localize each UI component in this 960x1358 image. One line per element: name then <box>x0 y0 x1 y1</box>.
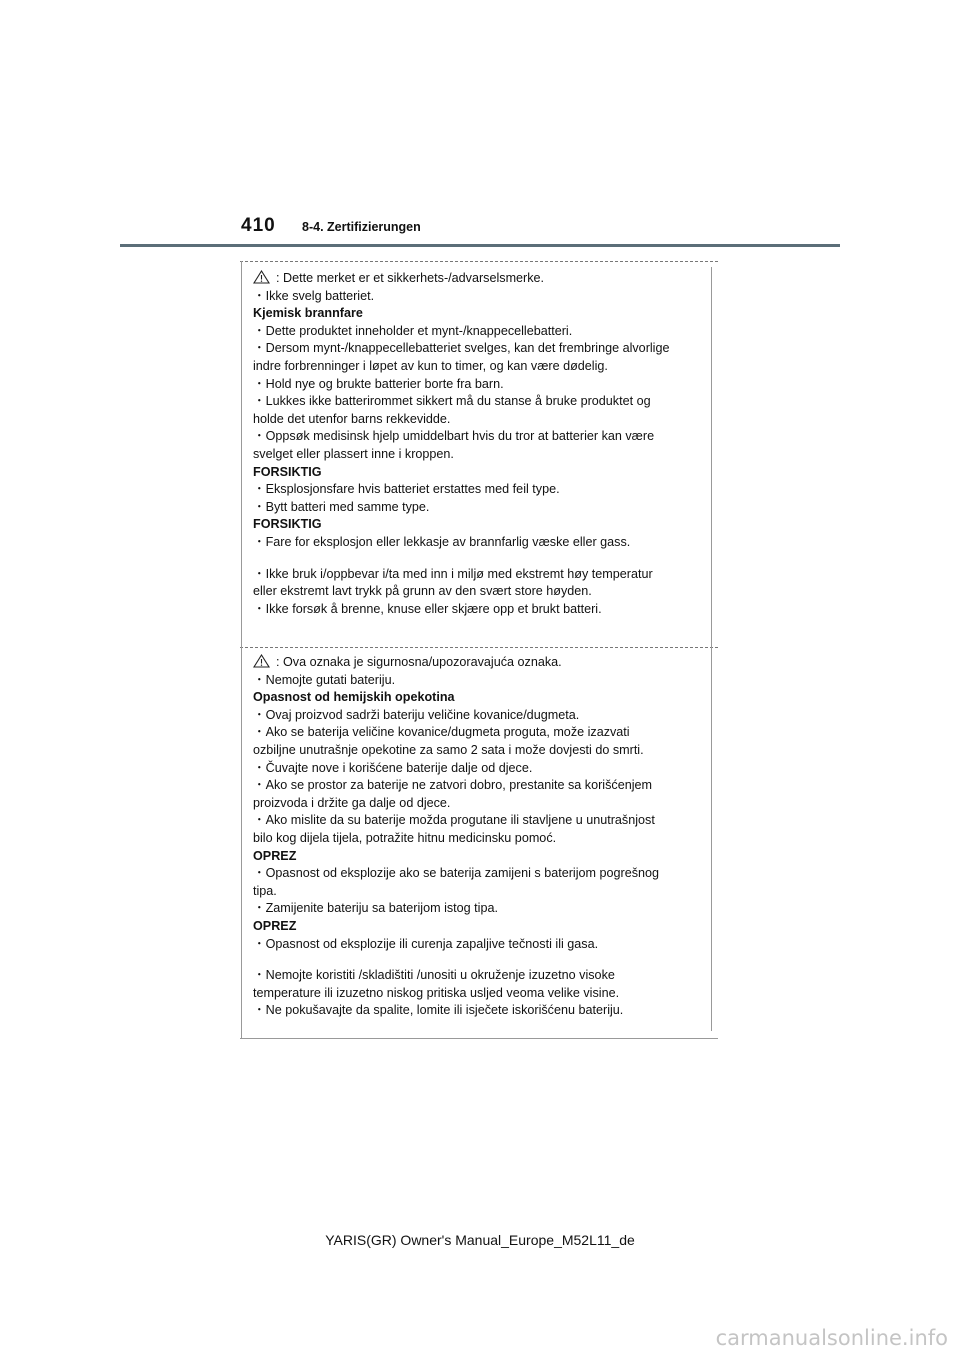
footer-manual-id: YARIS(GR) Owner's Manual_Europe_M52L11_de <box>325 1232 635 1248</box>
list-item: ・Dette produktet inneholder et mynt-/knappecellebatteri. <box>253 323 573 338</box>
caution-heading: OPREZ <box>253 918 297 933</box>
spacer <box>253 953 713 967</box>
list-item-continued: holde det utenfor barns rekkevidde. <box>253 411 451 426</box>
caution-heading: FORSIKTIG <box>253 464 322 479</box>
list-item-continued: eller ekstremt lavt trykk på grunn av den svært store høyden. <box>253 584 592 599</box>
list-item-continued: bilo kog dijela tijela, potražite hitnu medicinsku pomoć. <box>253 830 557 845</box>
list-item: ・Opasnost od eksplozije ili curenja zapaljive tečnosti ili gasa. <box>253 936 599 951</box>
list-item: ・Eksplosjonsfare hvis batteriet erstattes med feil type. <box>253 482 560 497</box>
list-item-continued: temperature ili izuzetno niskog pritiska usljed veoma velike visine. <box>253 985 620 1000</box>
list-item: ・Oppsøk medisinsk hjelp umiddelbart hvis du tror at batterier kan være <box>253 429 655 444</box>
norwegian-warning-section <box>253 270 713 618</box>
list-item: ・Nemojte gutati bateriju. <box>253 672 396 687</box>
caution-heading: FORSIKTIG <box>253 517 322 532</box>
list-item: ・Ako se prostor za baterije ne zatvori dobro, prestanite sa korišćenjem <box>253 778 652 793</box>
list-item: ・Lukkes ikke batterirommet sikkert må du stanse å bruke produktet og <box>253 394 651 409</box>
list-item: ・Bytt batteri med samme type. <box>253 499 430 514</box>
list-item: ・Ikke forsøk å brenne, knuse eller skjære opp et brukt batteri. <box>253 601 602 616</box>
list-item: ・Ikke svelg batteriet. <box>253 288 375 303</box>
list-item: ・Ako se baterija veličine kovanice/dugmeta proguta, može izazvati <box>253 725 630 740</box>
page-number: 410 <box>241 215 276 236</box>
list-item-continued: indre forbrenninger i løpet av kun to timer, og kan være dødelig. <box>253 358 608 373</box>
warning-symbol-text: : Ova oznaka je sigurnosna/upozoravajuća oznaka. <box>276 655 562 669</box>
list-item-continued: proizvoda i držite ga dalje od djece. <box>253 795 451 810</box>
caution-heading: OPREZ <box>253 848 297 863</box>
warning-symbol-line <box>253 270 713 288</box>
list-item: ・Ne pokušavajte da spalite, lomite ili isječete iskorišćenu bateriju. <box>253 1003 624 1018</box>
list-item: ・Ako mislite da su baterije možda progutane ili stavljene u unutrašnjost <box>253 813 655 828</box>
label-bottom-border <box>240 1038 718 1039</box>
list-item: ・Hold nye og brukte batterier borte fra barn. <box>253 376 504 391</box>
label-divider <box>240 647 718 648</box>
watermark: carmanualsonline.info <box>715 1326 948 1350</box>
list-item: ・Čuvajte nove i korišćene baterije dalje od djece. <box>253 760 533 775</box>
list-item: ・Dersom mynt-/knappecellebatteriet svelges, kan det frembringe alvorlige <box>253 341 670 356</box>
list-item: ・Nemojte koristiti /skladištiti /unositi u okruženje izuzetno visoke <box>253 968 615 983</box>
croatian-warning-section <box>253 654 713 1020</box>
warning-triangle-icon <box>253 654 270 668</box>
warning-triangle-icon <box>253 270 270 284</box>
header-rule <box>120 244 840 247</box>
battery-warning-label <box>240 261 718 1039</box>
list-item: ・Fare for eksplosjon eller lekkasje av brannfarlig væske eller gass. <box>253 534 631 549</box>
list-item-continued: tipa. <box>253 883 277 898</box>
hazard-heading: Opasnost od hemijskih opekotina <box>253 690 455 705</box>
list-item: ・Ovaj proizvod sadrži bateriju veličine kovanice/dugmeta. <box>253 707 580 722</box>
label-left-border <box>241 261 242 1039</box>
list-item: ・Ikke bruk i/oppbevar i/ta med inn i miljø med ekstremt høy temperatur <box>253 566 653 581</box>
spacer <box>253 552 713 566</box>
warning-symbol-line <box>253 654 713 672</box>
hazard-heading: Kjemisk brannfare <box>253 306 363 321</box>
list-item: ・Zamijenite bateriju sa baterijom istog tipa. <box>253 901 498 916</box>
warning-symbol-text: : Dette merket er et sikkerhets-/advarselsmerke. <box>276 271 545 285</box>
list-item: ・Opasnost od eksplozije ako se baterija zamijeni s baterijom pogrešnog <box>253 866 660 881</box>
list-item-continued: svelget eller plassert inne i kroppen. <box>253 446 454 461</box>
label-top-border <box>240 261 718 262</box>
list-item-continued: ozbiljne unutrašnje opekotine za samo 2 sata i može dovjesti do smrti. <box>253 742 644 757</box>
section-title: 8-4. Zertifizierungen <box>302 220 421 234</box>
